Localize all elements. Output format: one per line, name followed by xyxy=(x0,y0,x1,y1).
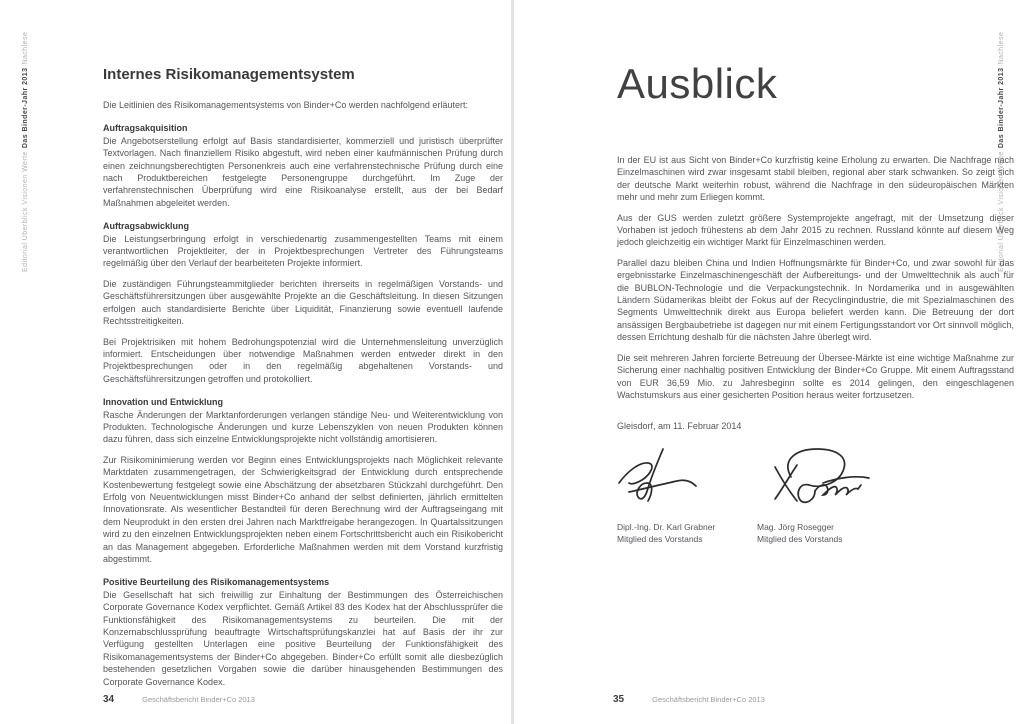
edge-text-post: Nachlese xyxy=(22,31,29,65)
signatory-block-rosegger xyxy=(757,447,917,545)
section-heading-innovation-entwicklung: Innovation und Entwicklung xyxy=(103,397,223,408)
section-paragraph: Zur Risikominimierung werden vor Beginn eines Entwicklungsprojekts nach Möglichkeit relevante Marktdaten zusammengetragen, der Schwierigkeitsgrad der Entwicklung durch entsprechende Kostenbewertung festgelegt sowie eine Abschätzung der absetzbaren Stückzahl durchgeführt. Den Erfolg von Neuentwicklungen misst Binder+Co anhand der selbst definierten, jährlich ermittelten Innovationsrate. Als wesentlicher Bestandteil für deren Berechnung wird der Auftragseingang mit dem Neuprodukt in den ersten drei Jahren nach Marktfreigabe herangezogen. In Quartalssitzungen wird zu den einzelnen Entwicklungsprojekten neben einem Fortschrittsbericht auch ein Risikobericht an das Management abgegeben. Erforderliche Maßnahmen werden mit dem Vorstand kurzfristig abgestimmt. xyxy=(103,454,503,564)
right-footer-label: Geschäftsbericht Binder+Co 2013 xyxy=(652,695,765,704)
intro-paragraph: Die Leitlinien des Risikomanagementsystems von Binder+Co werden nachfolgend erläutert: xyxy=(103,100,468,110)
outlook-paragraph: Die seit mehreren Jahren forcierte Betreuung der Übersee-Märkte ist eine wichtige Maßnahme zur Sicherung einer nachhaltig positiven Entwicklung der Binder+Co Gruppe. Mit einem Auftragsstand von EUR 36,59 Mio. zu Jahresbeginn sollte es 2014 gelingen, den eingeschlagenen Wachstumskurs aus einer gesicherten Position heraus weiter fortzusetzen. xyxy=(617,352,1014,400)
section-heading-positive-beurteilung: Positive Beurteilung des Risikomanagementsystems xyxy=(103,577,330,588)
left-page-title: Internes Risikomanagementsystem xyxy=(103,66,355,83)
section-paragraph: Die Angebotserstellung erfolgt auf Basis standardisierter, kommerziell und juristisch überprüfter Textvorlagen. Nach finanziellem Risiko abgestuft, wird neben einer kaufmännischen Prüfung durch einen zeichnungsberechtigten Personenkreis auch eine verfahrenstechnische Prüfung durch eine nach Produktbereichen festgelegte Personengruppe durchgeführt. Im Zuge der verfahrenstechnischen Überprüfung wird eine Risikoanalyse erstellt, aus der bei Bedarf Maßnahmen abgeleitet werden. xyxy=(103,135,503,208)
section-paragraph: Die Gesellschaft hat sich freiwillig zur Einhaltung der Bestimmungen des Österreichischen Corporate Governance Kodex verpflichtet. Gemäß Artikel 83 des Kodex hat der Abschlussprüfer die Funktionsfähigkeit des Risikomanagementsystems zu beurteilen. Die mit der Konzernabschlussprüfung beauftragte Wirtschaftsprüfungskanzlei hat auf Basis der ihr zur Verfügung gestellten Unterlagen eine positive Beurteilung der Funktionsfähigkeit des Risikomanagementsystems der Binder+Co abgegeben. Binder+Co erfüllt somit alle diesbezüglich bestehenden gesetzlichen Vorgaben sowie die darüber hinausgehenden Bestimmungen des Corporate Governance Kodex. xyxy=(103,589,503,687)
signatory-role: Mitglied des Vorstands xyxy=(617,534,703,545)
right-page-footer xyxy=(613,694,765,705)
section-heading-auftragsabwicklung: Auftragsabwicklung xyxy=(103,221,190,232)
right-page-title: Ausblick xyxy=(617,60,778,107)
left-footer-label: Geschäftsbericht Binder+Co 2013 xyxy=(142,695,255,704)
signatory-name: Mag. Jörg Rosegger xyxy=(757,522,835,533)
outlook-paragraph: In der EU ist aus Sicht von Binder+Co kurzfristig keine Erholung zu erwarten. Die Nachfrage nach Einzelmaschinen wird zwar insgesamt stabil bleiben, regional aber stark schwanken. So zeigt sich der deutsche Markt weiterhin robust, während die Nachfrage in den südeuropäischen Märkten mehr und mehr zum Erliegen kommt. xyxy=(617,155,1014,203)
left-page-body xyxy=(103,99,503,688)
right-page-number: 35 xyxy=(613,694,625,705)
section-heading-auftragsakquisition: Auftragsakquisition xyxy=(103,123,188,134)
edge-text-pre: Editorial Überblick Visionen Werte xyxy=(998,151,1005,272)
signatory-block-grabner xyxy=(617,447,755,545)
signature-karl-grabner-icon xyxy=(617,447,737,513)
section-paragraph: Die zuständigen Führungsteammitglieder berichten ihrerseits in regelmäßigen Vorstands- und Geschäftsführersitzungen über ausgewählte Projekte an die Geschäftsleitung. In diesen Sitzungen erfolgen auch standardisierte Berichte über Liquidität, Finanzierung sowie eventuell laufende Rechtsstreitigkeiten. xyxy=(103,278,503,327)
right-page-body xyxy=(617,154,1014,401)
outlook-paragraph: Parallel dazu bleiben China und Indien Hoffnungsmärkte für Binder+Co, und zwar sowohl für das ergebnisstarke Einzelmaschinengeschäft der Aufbereitungs- und der Umwelttechnik als auch für die BUBLON-Technologie und die Verpackungstechnik. In Nordamerika und in ausgewählten Ländern Südamerikas bleibt der Fokus auf der Recyclingindustrie, die mit Spezialmaschinen des Segments Umwelttechnik direkt aus Europa beliefert werden kann. Die Betreuung der dort ansässigen Bergbaubetriebe ist dagegen nur mit einem Fertigungsstandort vor Ort sinnvoll möglich, dessen Errichtung deshalb für die nächsten Jahre überlegt wird. xyxy=(617,257,1014,343)
signatory-name: Dipl.-Ing. Dr. Karl Grabner xyxy=(617,522,716,533)
edge-text-bold: Das Binder-Jahr 2013 xyxy=(998,67,1005,149)
outlook-paragraph: Aus der GUS werden zuletzt größere Systemprojekte angefragt, mit der Umsetzung dieser Vorhaben ist jedoch frühestens ab dem Jahr 2015 zu rechnen. Russland könnte auf diesem Weg jedoch gleichzeitig ein wichtiger Markt für Einzelmaschinen werden. xyxy=(617,212,1014,248)
section-paragraph: Rasche Änderungen der Marktanforderungen verlangen ständige Neu- und Weiterentwicklung von Produkten. Technologische Änderungen und kurze Lebenszyklen von neuen Produkten können dazu führen, dass sich einzelne Entwicklungsprojekte nicht vollständig amortisieren. xyxy=(103,409,503,445)
section-paragraph: Bei Projektrisiken mit hohem Bedrohungspotenzial wird die Unternehmensleitung unverzüglich informiert. Entscheidungen über notwendige Maßnahmen werden entweder direkt in den Projektbesprechungen oder in den regelmäßig abgehaltenen Vorstands- und Geschäftsführersitzungen getroffen und protokolliert. xyxy=(103,336,503,384)
signatory-role: Mitglied des Vorstands xyxy=(757,534,843,545)
signatures-row xyxy=(617,447,1014,545)
dateline: Gleisdorf, am 11. Februar 2014 xyxy=(617,421,742,432)
left-page-column xyxy=(103,66,503,696)
right-page-column xyxy=(617,60,1014,545)
edge-text-bold: Das Binder-Jahr 2013 xyxy=(22,67,29,149)
edge-text-pre: Editorial Überblick Visionen Werte xyxy=(22,151,29,272)
section-paragraph: Die Leistungserbringung erfolgt in verschiedenartig zusammengestellten Teams mit einem verantwortlichen Projektleiter, der in Projektbesprechungen Vertreter des Führungsteams regelmäßig über den Verlauf der bearbeiteten Projekte informiert. xyxy=(103,233,503,269)
edge-nav-text-left xyxy=(22,10,29,272)
page-gutter-divider xyxy=(511,0,514,724)
edge-text-post: Nachlese xyxy=(998,31,1005,65)
left-page-number: 34 xyxy=(103,694,115,705)
signature-joerg-rosegger-icon xyxy=(757,447,897,513)
left-page-footer xyxy=(103,694,255,705)
